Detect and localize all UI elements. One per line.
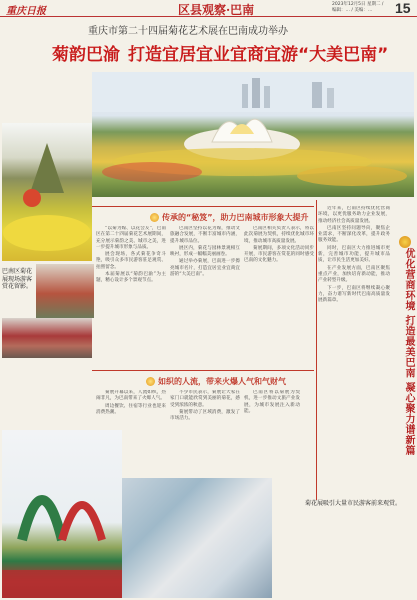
- bottom-photo-caption: 菊花展吸引大量市民游客前来观赏。: [305, 500, 402, 507]
- side-headline: 优化营商环境 打造最美巴南 凝心聚力谱新篇: [403, 248, 414, 456]
- article-column-4: 菊展开幕以来，人流如织，热闹非凡，为巴南带来了火爆人气。 周边餐饮、住宿等行业也迎来消费热潮。: [96, 390, 166, 415]
- section-heading-2: [146, 376, 286, 387]
- article-column-1: “以菊为媒、以花会友”，巴南区在第二十四届菊花艺术展期间，充分展示菊韵之美、城市之美，进一步提升城市形象与品质。 展会现场，各式菊花争奇斗艳，吸引众多市民游客驻足观赏、拍照留念。 本届菊展以“菊韵巴渝”为主题，精心设计多个景观节点。: [96, 226, 166, 284]
- section-heading-2-text: 如织的人流，带来火爆人气和气财气: [158, 377, 286, 386]
- headline-part-2: 打造宜居宜业宜商宜游“大美巴南”: [128, 45, 389, 65]
- aerial-venue-photo: [122, 478, 272, 598]
- publication-info: 2023年12月5日 星期二 / 编辑：… / 美编：…: [332, 2, 384, 13]
- headline-part-1: 菊韵巴渝: [52, 45, 120, 65]
- article-column-2: 巴南区坚持以花为媒，推动文旅融合发展，不断丰富城市内涵，提升城市品位。 展区内，菊花与园林景观相互映衬，形成一幅幅美丽画卷。 通过举办菊展，巴南进一步擦亮城市名片，打造宜居宜业宜商宜游的“大美巴南”。: [170, 226, 240, 278]
- visitors-group-photo: [2, 318, 92, 358]
- section-heading-1-text: 传承的“秘笈”，助力巴南城市形象大提升: [162, 213, 309, 222]
- left-photo-caption: 巴南区菊花展现场游客赏花留影。: [2, 268, 33, 290]
- flower-expo-panorama-photo: [92, 72, 414, 197]
- article-column-3: 巴南区相关负责人表示，将以此次菊展为契机，持续优化城市环境，推动城市高质量发展。 菊展期间，多项文化活动同步开展，市民游客在赏花的同时感受巴南的文化魅力。: [244, 226, 314, 264]
- section-heading-1: [150, 212, 309, 223]
- chrysanthemum-icon: [146, 377, 155, 386]
- chrysanthemum-icon: [399, 236, 411, 248]
- flower-sculpture-illustration: [92, 72, 414, 197]
- flower-arch-photo: [2, 430, 122, 598]
- flower-sculpture-shape: [2, 123, 92, 261]
- flower-arch-illustration: [2, 430, 122, 598]
- section-divider: [92, 370, 314, 371]
- section-title: 区县观察·巴南: [178, 3, 255, 17]
- side-article-column: 近年来，巴南区持续优化营商环境，以更优服务助力企业发展，推动经济社会高质量发展。 巴南区坚持问题导向，聚焦企业需求，不断深化改革，提升政务服务效能。 同时，巴南区大力推进城市更新，完善城市功能，提升城市品质，让市民生活更加美好。 在产业发展方面，巴南区聚焦重点产业，加快培育新动能，推动产业转型升级。 下一步，巴南区将继续凝心聚力，奋力谱写新时代巴南高质量发展新篇章。: [318, 206, 390, 304]
- visitors-photo: [36, 264, 94, 318]
- page-number: 15: [395, 0, 411, 16]
- column-divider: [316, 200, 317, 500]
- chrysanthemum-icon: [150, 213, 159, 222]
- flower-sculpture-photo: [2, 123, 92, 261]
- newspaper-name: 重庆日报: [6, 6, 46, 17]
- article-column-5: 不少市民表示，菊展让大家在家门口就能欣赏到美丽的菊花，感受到浓浓的秋意。 菊展带动了区域消费，激发了市场活力。: [170, 390, 240, 422]
- section-divider: [92, 206, 314, 207]
- subheadline: 重庆市第二十四届菊花艺术展在巴南成功举办: [88, 26, 288, 37]
- headline: [52, 40, 388, 65]
- article-column-6: 巴南区将以菊展为契机，进一步推动文旅产业发展，为城市发展注入新动能。: [244, 390, 300, 414]
